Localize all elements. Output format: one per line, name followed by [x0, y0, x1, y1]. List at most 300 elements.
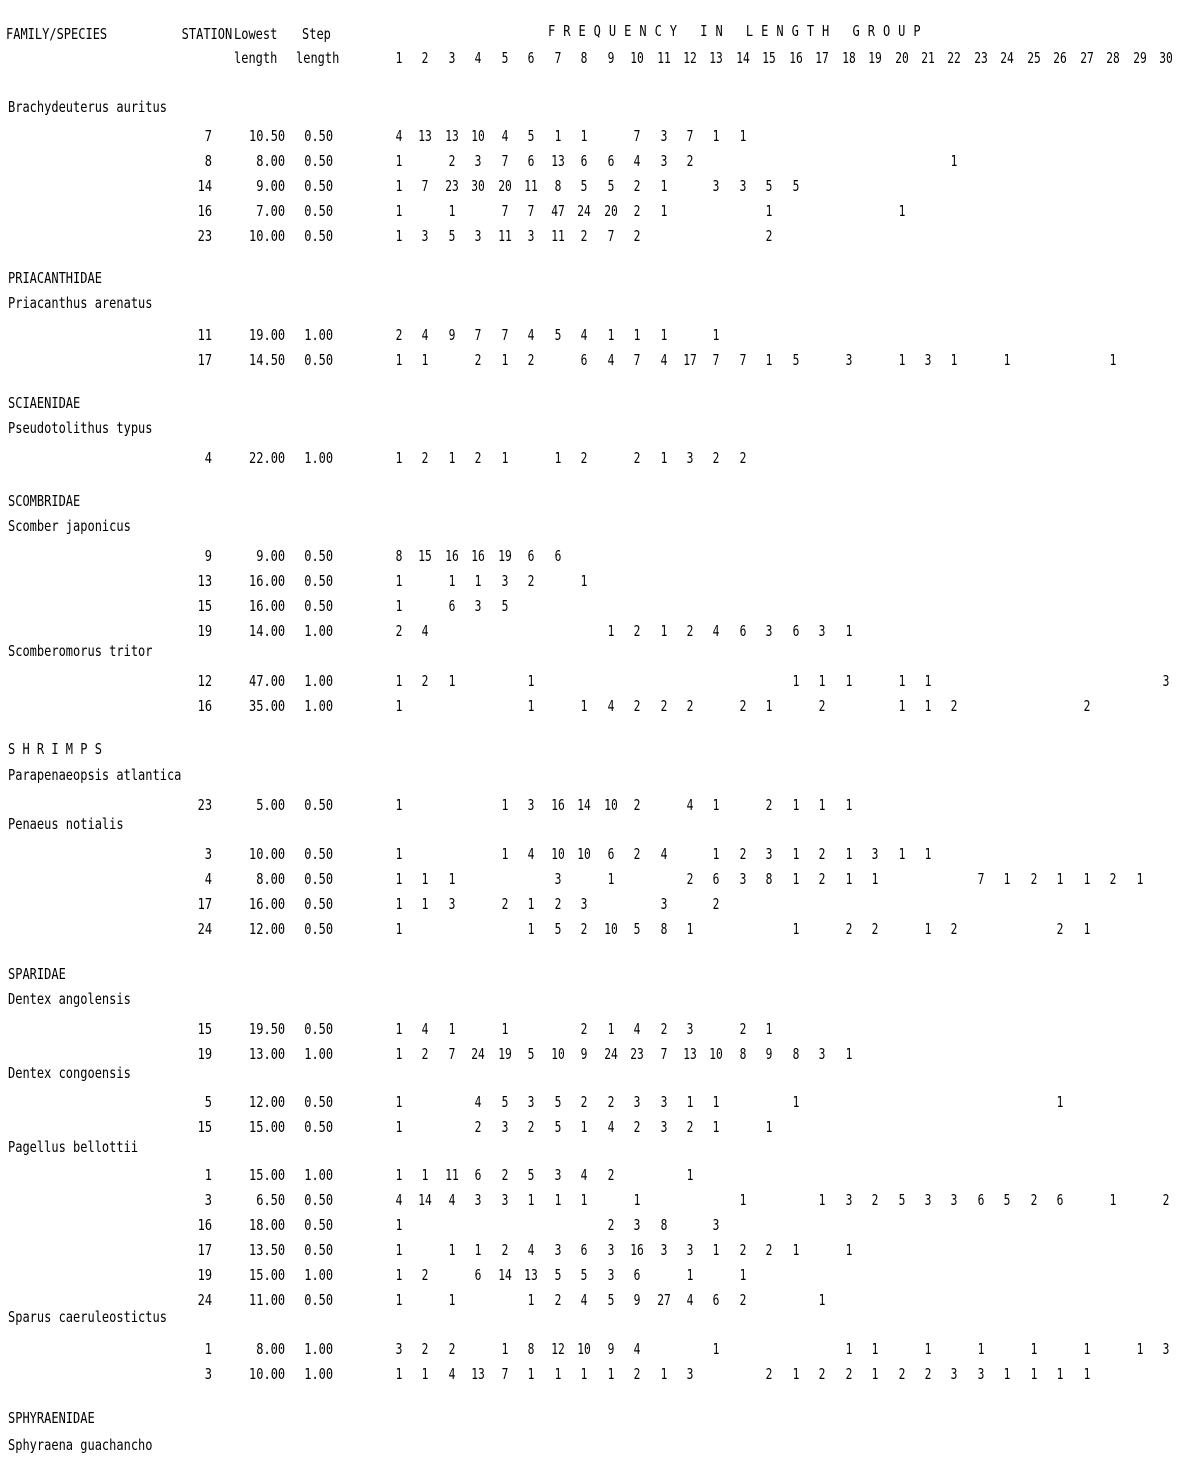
step-length: 0.50: [304, 1191, 333, 1209]
station-number: 12: [197, 672, 212, 690]
length-group-label: 9: [607, 49, 614, 67]
frequency-value: 10: [603, 920, 618, 938]
length-group-label: 24: [1000, 49, 1015, 67]
frequency-value: 3: [1162, 1340, 1170, 1358]
frequency-value: 1: [607, 1020, 614, 1038]
frequency-value: 1: [501, 449, 509, 467]
frequency-value: 2: [739, 1241, 747, 1259]
frequency-value: 1: [924, 672, 932, 690]
frequency-value: 3: [1162, 672, 1170, 690]
frequency-value: 1: [422, 1166, 429, 1184]
frequency-value: 1: [951, 152, 958, 170]
frequency-value: 1: [554, 1191, 562, 1209]
frequency-value: 7: [739, 351, 747, 369]
frequency-value: 11: [550, 227, 565, 245]
frequency-value: 1: [792, 1093, 800, 1111]
station-number: 13: [197, 572, 212, 590]
header-lowest-top: Lowest: [234, 25, 278, 43]
length-group-label: 17: [815, 49, 829, 67]
station-number: 3: [204, 1365, 212, 1383]
frequency-value: 2: [818, 1365, 826, 1383]
frequency-value: 2: [422, 1045, 429, 1063]
frequency-value: 27: [656, 1291, 671, 1309]
frequency-value: 1: [1003, 351, 1011, 369]
frequency-value: 5: [554, 1093, 562, 1111]
lowest-length: 11.00: [248, 1291, 285, 1309]
frequency-value: 8: [739, 1045, 747, 1063]
lowest-length: 8.00: [256, 870, 285, 888]
frequency-value: 1: [1083, 920, 1091, 938]
step-length: 0.50: [304, 152, 333, 170]
step-length: 1.00: [304, 1045, 333, 1063]
frequency-value: 1: [395, 177, 403, 195]
length-group-label: 13: [709, 49, 724, 67]
frequency-value: 1: [713, 845, 720, 863]
frequency-value: 1: [924, 920, 932, 938]
frequency-value: 1: [448, 202, 456, 220]
frequency-value: 2: [448, 1340, 456, 1358]
step-length: 0.50: [304, 351, 333, 369]
frequency-value: 3: [951, 1191, 958, 1209]
species-name: Sparus caeruleostictus: [8, 1308, 167, 1326]
frequency-value: 1: [554, 127, 562, 145]
frequency-value: 16: [471, 547, 486, 565]
length-group-label: 21: [921, 49, 935, 67]
frequency-value: 2: [739, 449, 747, 467]
frequency-value: 3: [554, 870, 562, 888]
frequency-value: 1: [395, 1045, 403, 1063]
frequency-value: 3: [660, 152, 667, 170]
lowest-length: 10.50: [248, 127, 285, 145]
station-number: 15: [197, 1020, 212, 1038]
length-group-label: 30: [1159, 49, 1173, 67]
frequency-value: 5: [527, 1045, 535, 1063]
frequency-value: 1: [527, 1191, 535, 1209]
frequency-value: 2: [527, 351, 535, 369]
frequency-value: 3: [713, 177, 720, 195]
frequency-value: 2: [633, 1365, 641, 1383]
frequency-value: 4: [527, 1241, 535, 1259]
frequency-value: 3: [474, 227, 482, 245]
frequency-value: 2: [395, 622, 403, 640]
frequency-value: 1: [554, 449, 562, 467]
lowest-length: 16.00: [248, 572, 285, 590]
frequency-value: 1: [1109, 351, 1117, 369]
frequency-value: 6: [713, 1291, 720, 1309]
frequency-value: 8: [395, 547, 403, 565]
frequency-value: 4: [660, 351, 667, 369]
frequency-value: 1: [686, 920, 694, 938]
length-group-label: 23: [974, 49, 988, 67]
step-length: 1.00: [304, 1166, 333, 1184]
frequency-value: 12: [550, 1340, 565, 1358]
frequency-value: 13: [550, 152, 565, 170]
frequency-value: 3: [686, 1020, 694, 1038]
length-group-label: 7: [554, 49, 562, 67]
frequency-value: 1: [713, 1093, 720, 1111]
frequency-value: 14: [418, 1191, 433, 1209]
frequency-value: 1: [686, 1166, 694, 1184]
frequency-value: 2: [660, 697, 667, 715]
length-group-label: 11: [656, 49, 671, 67]
frequency-value: 1: [527, 697, 535, 715]
station-number: 7: [204, 127, 212, 145]
frequency-value: 4: [633, 1340, 641, 1358]
frequency-value: 2: [765, 1365, 773, 1383]
frequency-value: 6: [792, 622, 800, 640]
frequency-value: 2: [713, 895, 720, 913]
frequency-value: 2: [633, 449, 641, 467]
frequency-value: 10: [550, 1045, 565, 1063]
frequency-value: 1: [818, 1191, 826, 1209]
length-group-label: 16: [788, 49, 803, 67]
frequency-value: 1: [713, 127, 720, 145]
frequency-value: 3: [474, 597, 482, 615]
frequency-value: 1: [739, 1266, 747, 1284]
frequency-value: 2: [818, 870, 826, 888]
frequency-value: 1: [1056, 1093, 1064, 1111]
frequency-value: 1: [395, 351, 403, 369]
step-length: 0.50: [304, 572, 333, 590]
family-name: S H R I M P S: [8, 740, 102, 758]
frequency-value: 1: [898, 202, 905, 220]
frequency-value: 6: [474, 1166, 482, 1184]
frequency-value: 16: [445, 547, 459, 565]
frequency-value: 11: [524, 177, 539, 195]
frequency-value: 1: [765, 351, 773, 369]
frequency-value: 1: [527, 920, 535, 938]
frequency-value: 1: [924, 697, 932, 715]
frequency-value: 6: [448, 597, 456, 615]
frequency-value: 1: [1136, 1340, 1143, 1358]
species-name: Dentex congoensis: [8, 1064, 131, 1082]
frequency-value: 5: [633, 920, 641, 938]
frequency-value: 3: [607, 1266, 614, 1284]
lowest-length: 16.00: [248, 597, 285, 615]
frequency-value: 5: [501, 1093, 509, 1111]
lowest-length: 15.00: [248, 1266, 285, 1284]
frequency-value: 1: [871, 1340, 879, 1358]
frequency-value: 5: [898, 1191, 905, 1209]
frequency-value: 1: [792, 870, 800, 888]
station-number: 11: [197, 326, 212, 344]
frequency-value: 1: [765, 1118, 773, 1136]
frequency-value: 3: [660, 1118, 667, 1136]
lowest-length: 6.50: [256, 1191, 285, 1209]
length-group-label: 19: [868, 49, 882, 67]
frequency-value: 7: [501, 202, 509, 220]
frequency-value: 4: [607, 697, 614, 715]
frequency-value: 13: [418, 127, 433, 145]
frequency-value: 7: [686, 127, 694, 145]
frequency-value: 2: [607, 1093, 614, 1111]
frequency-value: 2: [686, 697, 694, 715]
lowest-length: 10.00: [248, 227, 285, 245]
frequency-value: 1: [527, 895, 535, 913]
frequency-value: 4: [474, 1093, 482, 1111]
length-group-label: 27: [1079, 49, 1094, 67]
frequency-value: 3: [739, 177, 747, 195]
length-group-label: 2: [422, 49, 429, 67]
frequency-value: 5: [554, 326, 562, 344]
station-number: 9: [204, 547, 212, 565]
header-lowest-bottom: length: [234, 49, 278, 67]
frequency-value: 1: [871, 1365, 879, 1383]
station-number: 23: [197, 227, 212, 245]
frequency-value: 2: [422, 672, 429, 690]
species-name: Dentex angolensis: [8, 990, 131, 1008]
frequency-value: 6: [580, 152, 588, 170]
frequency-value: 1: [792, 796, 800, 814]
header-station: STATION: [181, 25, 232, 43]
frequency-value: 4: [527, 845, 535, 863]
frequency-value: 4: [580, 1166, 588, 1184]
frequency-value: 3: [633, 1216, 641, 1234]
frequency-value: 3: [501, 572, 509, 590]
frequency-value: 24: [603, 1045, 618, 1063]
length-group-label: 20: [894, 49, 909, 67]
frequency-value: 8: [765, 870, 773, 888]
frequency-value: 2: [633, 227, 641, 245]
frequency-value: 14: [577, 796, 591, 814]
frequency-value: 7: [660, 1045, 667, 1063]
frequency-value: 2: [951, 697, 958, 715]
frequency-value: 5: [607, 177, 614, 195]
frequency-value: 3: [607, 1241, 614, 1259]
species-name: Scomberomorus tritor: [8, 642, 153, 660]
frequency-value: 1: [527, 672, 535, 690]
frequency-value: 1: [607, 326, 614, 344]
step-length: 0.50: [304, 202, 333, 220]
frequency-value: 2: [607, 1166, 614, 1184]
frequency-value: 6: [633, 1266, 641, 1284]
frequency-value: 2: [845, 1365, 853, 1383]
frequency-value: 3: [686, 1241, 694, 1259]
species-name: Scomber japonicus: [8, 517, 131, 535]
frequency-value: 1: [448, 449, 456, 467]
frequency-value: 8: [660, 1216, 667, 1234]
frequency-value: 1: [395, 449, 403, 467]
frequency-value: 1: [607, 870, 614, 888]
station-number: 19: [197, 622, 212, 640]
frequency-value: 19: [498, 547, 512, 565]
frequency-value: 2: [633, 202, 641, 220]
step-length: 0.50: [304, 227, 333, 245]
frequency-value: 1: [448, 870, 456, 888]
frequency-value: 1: [660, 1365, 667, 1383]
frequency-value: 6: [607, 152, 614, 170]
frequency-value: 1: [898, 351, 905, 369]
frequency-value: 17: [683, 351, 697, 369]
frequency-value: 16: [630, 1241, 644, 1259]
frequency-value: 3: [422, 227, 429, 245]
frequency-value: 1: [395, 1241, 403, 1259]
species-name: Priacanthus arenatus: [8, 294, 153, 312]
frequency-value: 1: [422, 895, 429, 913]
species-name: Pagellus bellottii: [8, 1138, 139, 1156]
frequency-value: 1: [713, 796, 720, 814]
frequency-value: 5: [792, 351, 800, 369]
length-group-label: 12: [683, 49, 697, 67]
frequency-value: 1: [739, 1191, 747, 1209]
frequency-value: 2: [633, 622, 641, 640]
frequency-value: 3: [951, 1365, 958, 1383]
frequency-value: 2: [713, 449, 720, 467]
frequency-value: 6: [739, 622, 747, 640]
frequency-value: 1: [395, 870, 403, 888]
frequency-value: 3: [580, 895, 588, 913]
length-group-label: 8: [580, 49, 588, 67]
frequency-value: 1: [580, 1118, 588, 1136]
frequency-value: 4: [395, 1191, 403, 1209]
frequency-value: 2: [422, 449, 429, 467]
frequency-value: 16: [550, 796, 565, 814]
frequency-value: 6: [713, 870, 720, 888]
frequency-value: 2: [633, 177, 641, 195]
frequency-value: 1: [845, 1045, 853, 1063]
frequency-value: 2: [633, 796, 641, 814]
frequency-value: 1: [580, 127, 588, 145]
frequency-value: 6: [580, 351, 588, 369]
length-group-label: 4: [474, 49, 482, 67]
frequency-value: 1: [660, 177, 667, 195]
length-group-label: 15: [762, 49, 777, 67]
frequency-value: 6: [474, 1266, 482, 1284]
header-family-species: FAMILY/SPECIES: [6, 25, 108, 43]
frequency-value: 1: [395, 152, 403, 170]
frequency-value: 2: [765, 796, 773, 814]
frequency-value: 1: [501, 796, 509, 814]
family-name: SPARIDAE: [8, 965, 66, 983]
station-number: 17: [197, 351, 212, 369]
lowest-length: 15.00: [248, 1118, 285, 1136]
frequency-value: 1: [818, 796, 826, 814]
frequency-value: 20: [498, 177, 512, 195]
frequency-value: 2: [474, 351, 482, 369]
step-length: 1.00: [304, 1365, 333, 1383]
frequency-value: 1: [1083, 1340, 1091, 1358]
frequency-value: 7: [501, 1365, 509, 1383]
frequency-value: 5: [501, 597, 509, 615]
frequency-value: 1: [845, 796, 853, 814]
frequency-value: 1: [580, 697, 588, 715]
frequency-value: 2: [818, 697, 826, 715]
frequency-value: 9: [633, 1291, 641, 1309]
frequency-value: 1: [686, 1093, 694, 1111]
frequency-value: 4: [580, 1291, 588, 1309]
frequency-value: 1: [1056, 870, 1064, 888]
frequency-value: 2: [633, 845, 641, 863]
frequency-value: 1: [1136, 870, 1143, 888]
step-length: 0.50: [304, 1291, 333, 1309]
station-number: 4: [204, 449, 212, 467]
station-number: 23: [197, 796, 212, 814]
step-length: 0.50: [304, 1241, 333, 1259]
step-length: 1.00: [304, 449, 333, 467]
frequency-value: 1: [924, 1340, 932, 1358]
frequency-value: 2: [422, 1266, 429, 1284]
frequency-value: 6: [977, 1191, 985, 1209]
frequency-value: 3: [765, 622, 773, 640]
frequency-value: 11: [498, 227, 512, 245]
step-length: 0.50: [304, 127, 333, 145]
station-number: 16: [197, 697, 212, 715]
frequency-value: 3: [660, 1241, 667, 1259]
frequency-value: 2: [871, 1191, 879, 1209]
station-number: 24: [197, 920, 212, 938]
frequency-value: 2: [554, 1291, 562, 1309]
frequency-value: 2: [1109, 870, 1117, 888]
step-length: 0.50: [304, 1216, 333, 1234]
frequency-value: 2: [686, 152, 694, 170]
frequency-value: 1: [713, 1118, 720, 1136]
frequency-value: 4: [422, 326, 429, 344]
frequency-value: 24: [471, 1045, 486, 1063]
frequency-value: 1: [765, 202, 773, 220]
frequency-value: 1: [448, 1291, 456, 1309]
frequency-value: 3: [686, 449, 694, 467]
frequency-value: 10: [603, 796, 618, 814]
frequency-value: 1: [739, 127, 747, 145]
frequency-value: 1: [633, 1191, 641, 1209]
frequency-value: 2: [580, 1020, 588, 1038]
frequency-value: 2: [739, 845, 747, 863]
frequency-value: 4: [395, 127, 403, 145]
lowest-length: 14.00: [248, 622, 285, 640]
frequency-value: 3: [660, 127, 667, 145]
frequency-value: 13: [445, 127, 459, 145]
lowest-length: 12.00: [248, 1093, 285, 1111]
step-length: 0.50: [304, 796, 333, 814]
step-length: 0.50: [304, 870, 333, 888]
frequency-value: 2: [580, 227, 588, 245]
length-group-label: 29: [1132, 49, 1147, 67]
frequency-value: 1: [898, 697, 905, 715]
step-length: 1.00: [304, 1266, 333, 1284]
frequency-value: 9: [580, 1045, 588, 1063]
lowest-length: 14.50: [248, 351, 285, 369]
frequency-value: 3: [686, 1365, 694, 1383]
frequency-value: 1: [395, 1365, 403, 1383]
frequency-value: 2: [580, 449, 588, 467]
frequency-value: 15: [418, 547, 433, 565]
lowest-length: 19.50: [248, 1020, 285, 1038]
station-number: 15: [197, 1118, 212, 1136]
frequency-value: 1: [395, 1093, 403, 1111]
header-step-top: Step: [302, 25, 331, 43]
frequency-value: 23: [630, 1045, 644, 1063]
station-number: 8: [204, 152, 212, 170]
frequency-value: 5: [607, 1291, 614, 1309]
frequency-value: 1: [527, 1365, 535, 1383]
frequency-value: 2: [474, 449, 482, 467]
lowest-length: 12.00: [248, 920, 285, 938]
frequency-value: 8: [527, 1340, 535, 1358]
species-name: Sphyraena guachancho: [8, 1436, 153, 1454]
step-length: 0.50: [304, 177, 333, 195]
frequency-value: 1: [792, 672, 800, 690]
species-name: Pseudotolithus typus: [8, 419, 153, 437]
frequency-value: 1: [713, 1241, 720, 1259]
frequency-value: 6: [554, 547, 562, 565]
frequency-value: 4: [607, 351, 614, 369]
length-group-label: 10: [630, 49, 644, 67]
frequency-value: 1: [818, 672, 826, 690]
lowest-length: 22.00: [248, 449, 285, 467]
station-number: 19: [197, 1266, 212, 1284]
frequency-value: 2: [765, 1241, 773, 1259]
station-number: 4: [204, 870, 212, 888]
